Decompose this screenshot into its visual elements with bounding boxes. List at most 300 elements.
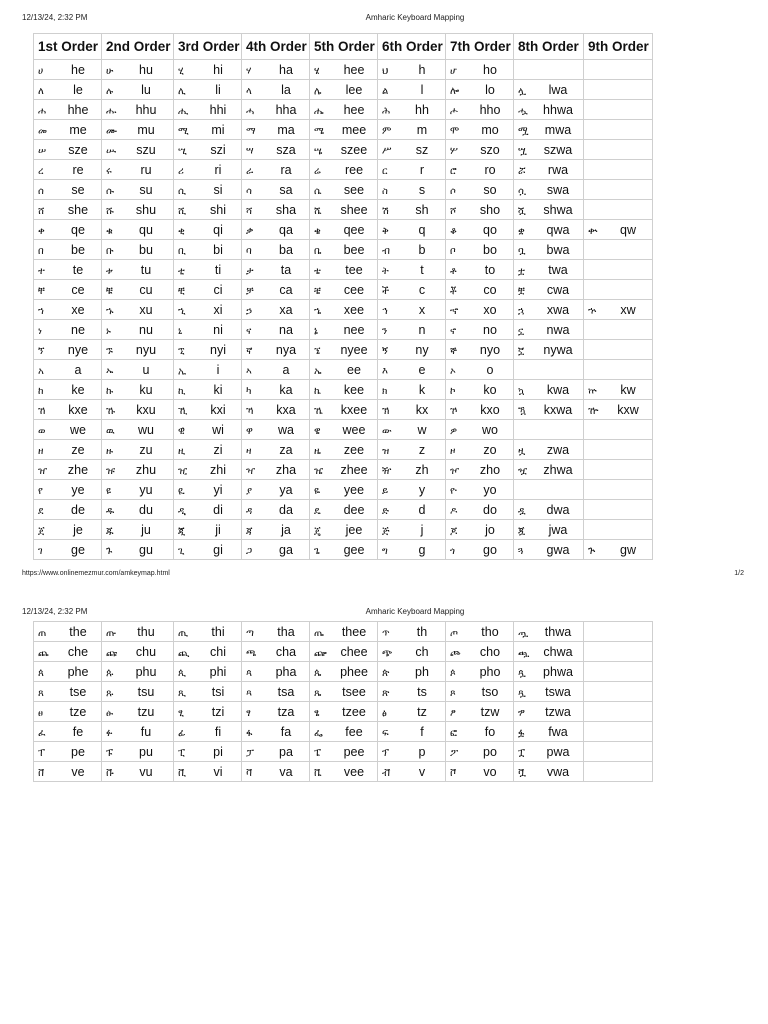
mapping-cell [584,742,653,762]
key-sequence: qi [213,223,223,237]
key-sequence: tze [69,705,87,719]
amharic-glyph: ኟ [518,346,525,357]
mapping-cell [446,360,514,380]
amharic-glyph: ኾ [450,406,458,417]
key-sequence: yi [213,483,223,497]
mapping-cell [102,220,174,240]
key-sequence: s [418,183,426,197]
key-sequence: xwa [546,303,570,317]
key-sequence: mu [137,123,155,137]
mapping-cell [584,682,653,702]
key-sequence: ga [279,543,293,557]
amharic-glyph: ዜ [314,446,321,457]
mapping-cell [514,520,584,540]
mapping-cell [584,702,653,722]
mapping-cell [102,762,174,782]
amharic-glyph: ቦ [450,246,456,257]
key-sequence: phi [209,665,227,679]
key-sequence: kxa [276,403,296,417]
mapping-cell [514,722,584,742]
amharic-glyph: ፑ [106,748,114,759]
key-sequence: d [418,503,426,517]
amharic-glyph: ጹ [106,688,114,699]
key-sequence: wi [212,423,224,437]
amharic-glyph: ቬ [314,768,322,779]
keyboard-mapping-table [33,33,653,560]
key-sequence: vo [483,765,497,779]
key-sequence: k [418,383,426,397]
key-sequence: li [215,83,221,97]
amharic-glyph: ቼ [314,286,321,297]
amharic-glyph: ጧ [518,628,529,639]
key-sequence: co [483,283,497,297]
key-sequence: ko [483,383,497,397]
key-sequence: ba [279,243,293,257]
amharic-glyph: ጰ [38,668,44,679]
print-header-page2 [0,607,768,621]
mapping-cell [242,702,310,722]
mapping-cell [34,280,102,300]
key-sequence: ni [213,323,223,337]
mapping-cell [34,762,102,782]
key-sequence: qee [343,223,365,237]
mapping-cell [378,80,446,100]
mapping-cell [174,642,242,662]
mapping-cell [34,140,102,160]
key-sequence: cha [275,645,297,659]
mapping-cell [378,440,446,460]
key-sequence: f [420,725,424,739]
key-sequence: mo [481,123,499,137]
amharic-glyph: ቡ [106,246,114,257]
mapping-cell [514,120,584,140]
amharic-glyph: ቮ [450,768,457,779]
mapping-cell [102,320,174,340]
table-row [34,400,653,420]
table-row [34,80,653,100]
amharic-glyph: ዩ [106,486,111,497]
mapping-cell [34,220,102,240]
mapping-cell [242,120,310,140]
key-sequence: v [418,765,426,779]
mapping-cell [446,140,514,160]
amharic-glyph: ጶ [450,668,456,679]
key-sequence: qu [139,223,153,237]
mapping-cell [584,360,653,380]
amharic-glyph: ጩ [106,648,118,659]
mapping-cell [446,722,514,742]
key-sequence: dee [343,503,365,517]
mapping-cell [34,60,102,80]
key-sequence: bee [343,243,365,257]
mapping-cell [102,360,174,380]
mapping-cell [514,702,584,722]
mapping-cell [584,300,653,320]
mapping-cell [584,120,653,140]
mapping-cell [446,440,514,460]
key-sequence: hhwa [543,103,573,117]
amharic-glyph: ክ [382,386,388,397]
amharic-glyph: ዢ [178,466,188,477]
mapping-cell [378,340,446,360]
mapping-cell [34,100,102,120]
table-header-row [34,34,653,60]
mapping-cell [446,460,514,480]
amharic-glyph: ሧ [518,146,527,157]
mapping-cell [102,540,174,560]
key-sequence: ve [71,765,85,779]
key-sequence: c [418,283,426,297]
amharic-glyph: ዉ [106,426,115,437]
mapping-cell [446,240,514,260]
key-sequence: qwa [546,223,570,237]
key-sequence: gee [343,543,365,557]
amharic-glyph: ሳ [246,186,252,197]
mapping-cell [34,380,102,400]
amharic-glyph: ግ [382,546,388,557]
mapping-cell [378,320,446,340]
key-sequence: du [139,503,153,517]
mapping-cell [514,762,584,782]
mapping-cell [584,540,653,560]
key-sequence: pe [71,745,85,759]
key-sequence: ci [213,283,223,297]
key-sequence: be [71,243,85,257]
mapping-cell [34,180,102,200]
mapping-cell [174,742,242,762]
amharic-glyph: ኩ [106,386,114,397]
mapping-cell [242,500,310,520]
amharic-glyph: ሃ [246,66,252,77]
amharic-glyph: ፏ [518,728,525,739]
key-sequence: zhwa [543,463,573,477]
amharic-glyph: ር [382,166,388,177]
mapping-cell [446,500,514,520]
amharic-glyph: ባ [246,246,252,257]
amharic-glyph: ጄ [314,526,321,537]
mapping-cell [174,722,242,742]
amharic-glyph: ዳ [246,506,253,517]
table-row [34,642,653,662]
key-sequence: yee [343,483,365,497]
table-row [34,200,653,220]
key-sequence: ree [344,163,364,177]
mapping-cell [310,320,378,340]
table-row [34,340,653,360]
amharic-glyph: ሪ [178,166,184,177]
amharic-glyph: ሴ [314,186,322,197]
key-sequence: ra [280,163,292,177]
key-sequence: hi [213,63,223,77]
mapping-cell [174,360,242,380]
mapping-cell [446,662,514,682]
mapping-cell [446,100,514,120]
key-sequence: bo [483,243,497,257]
mapping-cell [584,320,653,340]
key-sequence: shwa [543,203,573,217]
key-sequence: b [418,243,426,257]
amharic-glyph: ዃ [518,406,527,417]
amharic-glyph: ላ [246,86,252,97]
key-sequence: u [142,363,150,377]
amharic-glyph: ሷ [518,186,526,197]
amharic-glyph: ኸ [38,406,46,417]
key-sequence: gu [139,543,153,557]
key-sequence: kxwa [543,403,573,417]
mapping-cell [242,180,310,200]
table-row [34,722,653,742]
key-sequence: po [483,745,497,759]
amharic-glyph: ና [246,326,252,337]
amharic-glyph: ጾ [450,688,456,699]
mapping-cell [378,520,446,540]
mapping-cell [514,742,584,762]
mapping-cell [378,682,446,702]
key-sequence: szo [480,143,500,157]
amharic-glyph: ኋ [518,306,525,317]
amharic-glyph: ጳ [246,668,253,679]
key-sequence: tzee [342,705,366,719]
mapping-cell [34,540,102,560]
amharic-glyph: ፀ [38,708,43,719]
key-sequence: szu [136,143,156,157]
mapping-cell [34,642,102,662]
key-sequence: he [71,63,85,77]
amharic-glyph: ሊ [178,86,186,97]
mapping-cell [242,340,310,360]
amharic-glyph: ጸ [38,688,44,699]
mapping-cell [378,380,446,400]
mapping-cell [34,500,102,520]
mapping-cell [310,400,378,420]
amharic-glyph: ኄ [314,306,322,317]
amharic-glyph: ቤ [314,246,322,257]
amharic-glyph: ፄ [314,708,320,719]
key-sequence: pu [139,745,153,759]
key-sequence: nee [343,323,365,337]
mapping-cell [514,140,584,160]
key-sequence: tzw [480,705,500,719]
mapping-cell [310,380,378,400]
mapping-cell [310,460,378,480]
amharic-glyph: ቴ [314,266,321,277]
key-sequence: gwa [546,543,570,557]
mapping-cell [242,762,310,782]
mapping-cell [378,742,446,762]
key-sequence: tse [69,685,87,699]
mapping-cell [174,460,242,480]
amharic-glyph: ፖ [450,748,459,759]
amharic-glyph: ሣ [246,146,254,157]
key-sequence: phe [67,665,89,679]
key-sequence: p [418,745,426,759]
column-header: 5th Order [310,34,378,60]
mapping-cell [378,260,446,280]
key-sequence: ny [415,343,429,357]
mapping-cell [174,240,242,260]
key-sequence: nyo [479,343,501,357]
key-sequence: so [483,183,497,197]
key-sequence: q [418,223,426,237]
mapping-cell [310,420,378,440]
mapping-cell [242,200,310,220]
amharic-glyph: ፋ [246,728,253,739]
amharic-glyph: ኚ [178,346,185,357]
amharic-glyph: ሏ [518,86,526,97]
amharic-glyph: ቀ [38,226,45,237]
mapping-cell [310,160,378,180]
key-sequence: tza [277,705,295,719]
mapping-cell [446,80,514,100]
amharic-glyph: ጅ [382,526,390,537]
mapping-cell [446,280,514,300]
amharic-glyph: ኬ [314,386,321,397]
mapping-cell [514,380,584,400]
amharic-glyph: ስ [382,186,388,197]
mapping-cell [102,180,174,200]
mapping-cell [102,200,174,220]
amharic-glyph: ዘ [38,446,44,457]
amharic-glyph: ሿ [518,206,526,217]
amharic-glyph: ኁ [106,306,114,317]
amharic-glyph: ጆ [450,526,458,537]
key-sequence: zee [343,443,365,457]
amharic-glyph: ጃ [246,526,253,537]
amharic-glyph: ፓ [246,748,254,759]
mapping-cell [102,742,174,762]
amharic-glyph: ማ [246,126,256,137]
key-sequence: qa [279,223,293,237]
key-sequence: zho [479,463,501,477]
table-row [34,180,653,200]
amharic-glyph: ታ [246,266,254,277]
key-sequence: cwa [546,283,570,297]
amharic-glyph: ጯ [518,648,530,659]
amharic-glyph: ጦ [450,628,459,639]
amharic-glyph: ቍ [588,226,598,237]
amharic-glyph: ሹ [106,206,114,217]
key-sequence: zu [139,443,153,457]
key-sequence: hhu [135,103,157,117]
amharic-glyph: ጴ [314,668,322,679]
amharic-glyph: ጿ [518,688,526,699]
key-sequence: do [483,503,497,517]
key-sequence: na [279,323,293,337]
key-sequence: xe [71,303,85,317]
key-sequence: r [419,163,425,177]
key-sequence: tso [481,685,499,699]
mapping-cell [514,662,584,682]
key-sequence: a [282,363,290,377]
mapping-cell [584,80,653,100]
mapping-cell [34,80,102,100]
key-sequence: szwa [543,143,573,157]
amharic-glyph: ዴ [314,506,321,517]
mapping-cell [310,520,378,540]
amharic-glyph: ኑ [106,326,111,337]
mapping-cell [378,220,446,240]
key-sequence: gw [620,543,636,557]
amharic-glyph: ጭ [382,648,393,659]
mapping-cell [310,762,378,782]
key-sequence: za [279,443,293,457]
key-sequence: jee [345,523,363,537]
mapping-cell [34,742,102,762]
amharic-glyph: ፊ [178,728,186,739]
mapping-cell [242,662,310,682]
key-sequence: xo [483,303,497,317]
key-sequence: lwa [548,83,568,97]
mapping-cell [584,642,653,662]
mapping-cell [310,80,378,100]
mapping-cell [34,440,102,460]
amharic-glyph: ሔ [314,106,324,117]
amharic-glyph: ኒ [178,326,183,337]
amharic-glyph: ቄ [314,226,321,237]
amharic-glyph: ቾ [450,286,457,297]
amharic-glyph: ሂ [178,66,184,77]
key-sequence: kxi [210,403,226,417]
key-sequence: tzwa [545,705,571,719]
key-sequence: ts [417,685,427,699]
amharic-glyph: ብ [382,246,390,257]
mapping-cell [34,300,102,320]
key-sequence: hho [479,103,501,117]
key-sequence: sze [68,143,88,157]
key-sequence: n [418,323,426,337]
amharic-glyph: ቯ [518,768,526,779]
amharic-glyph: ሦ [450,146,458,157]
key-sequence: lo [485,83,495,97]
table-row [34,762,653,782]
key-sequence: sa [279,183,293,197]
amharic-glyph: ጨ [38,648,49,659]
amharic-glyph: ቭ [382,768,391,779]
amharic-glyph: መ [38,126,48,137]
mapping-cell [174,340,242,360]
mapping-cell [242,100,310,120]
table-row [34,380,653,400]
amharic-glyph: ሲ [178,186,187,197]
amharic-glyph: ፎ [450,728,458,739]
amharic-glyph: ተ [38,266,45,277]
mapping-cell [34,420,102,440]
amharic-glyph: ጀ [38,526,45,537]
mapping-cell [34,120,102,140]
mapping-cell [102,420,174,440]
mapping-cell [174,80,242,100]
key-sequence: wee [342,423,366,437]
amharic-glyph: አ [38,366,44,377]
table-row [34,480,653,500]
mapping-cell [446,260,514,280]
amharic-glyph: ኃ [246,306,253,317]
key-sequence: va [279,765,293,779]
amharic-glyph: ኗ [518,326,525,337]
mapping-cell [242,642,310,662]
amharic-glyph: ጣ [246,628,254,639]
amharic-glyph: ዣ [246,466,256,477]
amharic-glyph: ጵ [382,668,390,679]
mapping-cell [310,682,378,702]
key-sequence: chee [340,645,368,659]
page-number: 1/2 [734,570,744,577]
amharic-glyph: ኪ [178,386,186,397]
mapping-cell [174,120,242,140]
mapping-cell [584,220,653,240]
amharic-glyph: ቲ [178,266,185,277]
amharic-glyph: ሸ [38,206,45,217]
